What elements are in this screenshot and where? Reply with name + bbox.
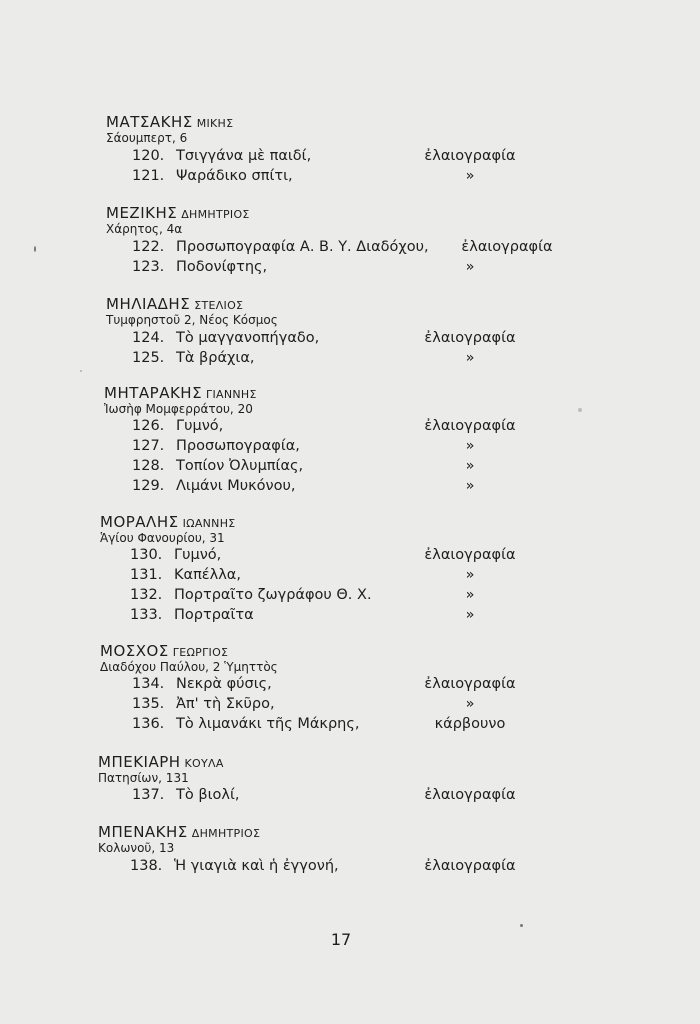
work-number: 130. [130,547,163,563]
work-medium: » [465,607,475,623]
work-title: Ψαράδικο σπίτι, [176,168,293,184]
work-number: 133. [130,607,163,623]
work-row [0,676,700,696]
artist-firstname: ΣΤΕΛΙΟΣ [194,299,244,312]
artist-name [100,641,228,660]
work-medium: ἐλαιογραφία [424,148,516,164]
work-medium: ἐλαιογραφία [424,547,516,563]
work-number: 122. [132,239,165,255]
work-medium: » [465,696,475,712]
artist-surname: ΜΕΖΙΚΗΣ [106,204,178,222]
artist-name [106,112,233,131]
work-row [0,547,700,567]
artist-address: Πατησίων, 131 [98,771,189,785]
work-number: 137. [132,787,165,803]
work-title: Πορτραῖτα [174,607,254,623]
work-number: 120. [132,148,165,164]
artist-address: Κολωνοῦ, 13 [98,841,175,855]
work-row [0,458,700,478]
work-title: Τὸ μαγγανοπήγαδο, [176,330,320,346]
artist-firstname: ΔΗΜΗΤΡΙΟΣ [181,208,250,221]
work-title: Νεκρὰ φύσις, [176,676,272,692]
work-title: Τσιγγάνα μὲ παιδί, [176,148,312,164]
work-number: 126. [132,418,165,434]
work-medium: » [465,567,475,583]
artist-name [104,383,257,402]
artist-surname: ΜΗΤΑΡΑΚΗΣ [104,384,203,402]
work-title: Ἀπ' τὴ Σκῦρο, [176,696,275,712]
work-number: 132. [130,587,163,603]
work-row [0,239,700,259]
artist-name [98,752,224,771]
artist-surname: ΜΟΣΧΟΣ [100,642,169,660]
print-speck [34,246,36,252]
work-title: Τὰ βράχια, [176,350,255,366]
artist-firstname: ΓΕΩΡΓΙΟΣ [172,646,229,659]
page-number: 17 [330,930,352,949]
work-title: Καπέλλα, [174,567,241,583]
work-number: 135. [132,696,165,712]
work-title: Προσωπογραφία, [176,438,300,454]
artist-address: Διαδόχου Παύλου, 2 Ὑμηττὸς [100,660,278,674]
work-row [0,716,700,736]
work-medium: » [465,350,475,366]
work-row [0,438,700,458]
work-row [0,168,700,188]
work-medium: κάρβουνο [434,716,506,732]
artist-surname: ΜΠΕΝΑΚΗΣ [98,823,188,841]
work-number: 131. [130,567,163,583]
work-title: Τὸ βιολί, [176,787,240,803]
work-row [0,787,700,807]
work-number: 134. [132,676,165,692]
artist-firstname: ΓΙΑΝΝΗΣ [206,388,257,401]
print-speck [520,924,523,927]
work-medium: » [465,587,475,603]
work-row [0,607,700,627]
work-number: 123. [132,259,165,275]
artist-address: Τυμφρηστοῦ 2, Νέος Κόσμος [106,313,278,327]
work-medium: ἐλαιογραφία [424,330,516,346]
work-row [0,259,700,279]
artist-firstname: ΚΟΥΛΑ [184,757,224,770]
artist-name [106,203,250,222]
work-row [0,418,700,438]
work-number: 125. [132,350,165,366]
print-speck [80,370,82,372]
artist-surname: ΜΟΡΑΛΗΣ [100,513,179,531]
work-medium: » [465,478,475,494]
work-number: 121. [132,168,165,184]
work-title: Ποδονίφτης, [176,259,268,275]
artist-name [98,822,260,841]
work-medium: ἐλαιογραφία [461,239,553,255]
work-medium: » [465,438,475,454]
artist-address: Χάρητος, 4α [106,222,183,236]
work-number: 128. [132,458,165,474]
artist-name [100,512,236,531]
work-row [0,567,700,587]
work-number: 127. [132,438,165,454]
work-number: 129. [132,478,165,494]
work-title: Γυμνό, [176,418,224,434]
artist-address: Σάουμπερτ, 6 [106,131,188,145]
artist-address: Ἰωσὴφ Μομφερράτου, 20 [104,402,253,416]
artist-surname: ΜΠΕΚΙΑΡΗ [98,753,181,771]
work-row [0,478,700,498]
work-title: Πορτραῖτο ζωγράφου Θ. Χ. [174,587,372,603]
work-number: 138. [130,858,163,874]
work-row [0,696,700,716]
print-speck [578,408,582,412]
artist-firstname: ΙΩΑΝΝΗΣ [182,517,236,530]
work-medium: ἐλαιογραφία [424,676,516,692]
work-row [0,350,700,370]
work-medium: ἐλαιογραφία [424,787,516,803]
work-row [0,858,700,878]
work-title: Γυμνό, [174,547,222,563]
artist-firstname: ΜΙΚΗΣ [196,117,234,130]
artist-name [106,294,243,313]
work-number: 136. [132,716,165,732]
work-title: Προσωπογραφία Α. Β. Υ. Διαδόχου, [176,239,429,255]
work-medium: » [465,168,475,184]
work-title: Ἡ γιαγιὰ καὶ ἡ ἐγγονή, [174,858,339,874]
artist-surname: ΜΑΤΣΑΚΗΣ [106,113,193,131]
work-title: Λιμάνι Μυκόνου, [176,478,296,494]
work-row [0,587,700,607]
work-medium: » [465,458,475,474]
work-title: Τὸ λιμανάκι τῆς Μάκρης, [176,716,360,732]
work-row [0,330,700,350]
work-medium: » [465,259,475,275]
work-row [0,148,700,168]
artist-address: Ἁγίου Φανουρίου, 31 [100,531,225,545]
work-medium: ἐλαιογραφία [424,418,516,434]
work-medium: ἐλαιογραφία [424,858,516,874]
artist-surname: ΜΗΛΙΑΔΗΣ [106,295,191,313]
work-number: 124. [132,330,165,346]
artist-firstname: ΔΗΜΗΤΡΙΟΣ [191,827,261,840]
work-title: Τοπίον Ὀλυμπίας, [176,458,304,474]
